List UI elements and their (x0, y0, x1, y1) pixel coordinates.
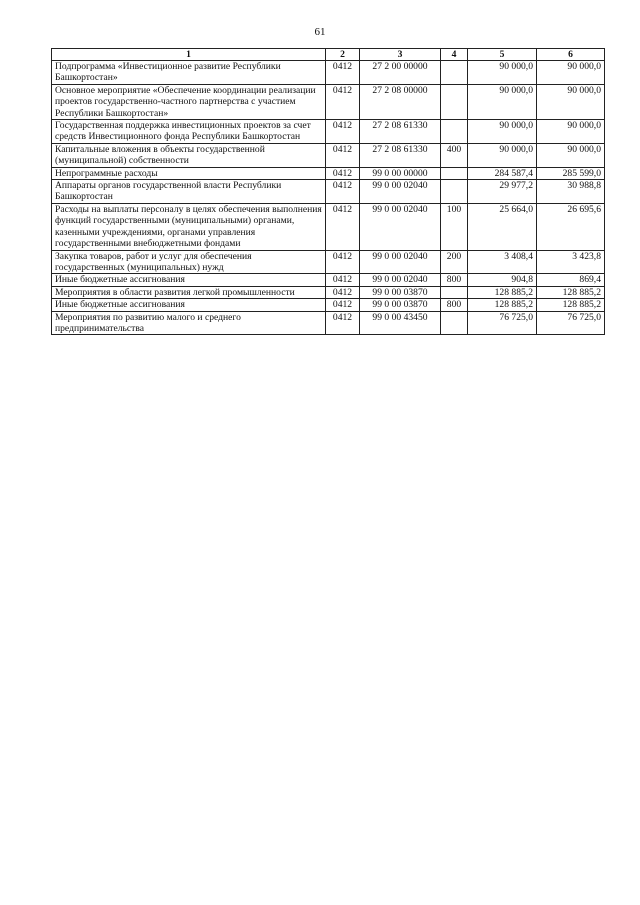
row-section: 0412 (326, 286, 360, 298)
row-code: 99 0 00 03870 (360, 299, 441, 311)
row-name: Иные бюджетные ассигнования (52, 299, 326, 311)
row-code: 27 2 08 61330 (360, 120, 441, 144)
row-name: Иные бюджетные ассигнования (52, 274, 326, 286)
row-code: 99 0 00 02040 (360, 180, 441, 204)
row-value-5: 284 587,4 (468, 167, 537, 179)
row-name: Мероприятия по развитию малого и среднего предпринимательства (52, 311, 326, 335)
row-type (441, 286, 468, 298)
row-name: Мероприятия в области развития легкой промышленности (52, 286, 326, 298)
row-value-5: 904,8 (468, 274, 537, 286)
table-row (52, 250, 605, 274)
row-value-6: 76 725,0 (537, 311, 605, 335)
row-section: 0412 (326, 311, 360, 335)
row-type: 800 (441, 299, 468, 311)
row-type (441, 120, 468, 144)
row-section: 0412 (326, 143, 360, 167)
table-row (52, 299, 605, 311)
row-value-5: 128 885,2 (468, 286, 537, 298)
row-code: 99 0 00 02040 (360, 274, 441, 286)
row-code: 27 2 00 00000 (360, 61, 441, 85)
row-section: 0412 (326, 120, 360, 144)
budget-table (51, 48, 605, 335)
row-section: 0412 (326, 167, 360, 179)
row-type (441, 167, 468, 179)
row-name: Основное мероприятие «Обеспечение координации реализации проектов государственно-частного партнерства с участием Республики Башкортостан» (52, 84, 326, 119)
row-section: 0412 (326, 84, 360, 119)
row-value-6: 90 000,0 (537, 120, 605, 144)
row-name: Государственная поддержка инвестиционных проектов за счет средств Инвестиционного фонда Республики Башкортостан (52, 120, 326, 144)
table-row (52, 61, 605, 85)
row-type: 400 (441, 143, 468, 167)
row-name: Закупка товаров, работ и услуг для обеспечения государственных (муниципальных) нужд (52, 250, 326, 274)
row-type (441, 61, 468, 85)
row-value-6: 128 885,2 (537, 299, 605, 311)
row-value-5: 90 000,0 (468, 120, 537, 144)
row-value-5: 90 000,0 (468, 84, 537, 119)
row-value-6: 26 695,6 (537, 203, 605, 250)
table-row (52, 143, 605, 167)
table-header-row (52, 49, 605, 61)
row-code: 99 0 00 00000 (360, 167, 441, 179)
row-type: 100 (441, 203, 468, 250)
row-code: 99 0 00 43450 (360, 311, 441, 335)
row-code: 99 0 00 02040 (360, 203, 441, 250)
header-cell: 4 (441, 49, 468, 61)
row-section: 0412 (326, 274, 360, 286)
table-row (52, 274, 605, 286)
header-cell: 3 (360, 49, 441, 61)
header-cell: 6 (537, 49, 605, 61)
row-value-5: 90 000,0 (468, 61, 537, 85)
row-name: Непрограммные расходы (52, 167, 326, 179)
row-code: 99 0 00 02040 (360, 250, 441, 274)
row-section: 0412 (326, 203, 360, 250)
row-value-6: 90 000,0 (537, 143, 605, 167)
row-section: 0412 (326, 180, 360, 204)
row-value-5: 25 664,0 (468, 203, 537, 250)
row-type (441, 311, 468, 335)
table-row (52, 180, 605, 204)
row-code: 27 2 08 00000 (360, 84, 441, 119)
row-name: Расходы на выплаты персоналу в целях обеспечения выполнения функций государственными (муниципальными) органами, казенными учреждениями, органами управления государственными внебюджетными фондами (52, 203, 326, 250)
row-value-5: 128 885,2 (468, 299, 537, 311)
row-value-6: 90 000,0 (537, 84, 605, 119)
table-row (52, 84, 605, 119)
row-value-5: 76 725,0 (468, 311, 537, 335)
row-name: Подпрограмма «Инвестиционное развитие Республики Башкортостан» (52, 61, 326, 85)
header-cell: 2 (326, 49, 360, 61)
row-value-6: 869,4 (537, 274, 605, 286)
row-section: 0412 (326, 250, 360, 274)
row-section: 0412 (326, 61, 360, 85)
table-row (52, 203, 605, 250)
row-type (441, 84, 468, 119)
row-type: 800 (441, 274, 468, 286)
row-value-6: 128 885,2 (537, 286, 605, 298)
row-type: 200 (441, 250, 468, 274)
row-value-6: 285 599,0 (537, 167, 605, 179)
row-value-6: 30 988,8 (537, 180, 605, 204)
row-name: Аппараты органов государственной власти Республики Башкортостан (52, 180, 326, 204)
table-row (52, 167, 605, 179)
row-section: 0412 (326, 299, 360, 311)
header-cell: 5 (468, 49, 537, 61)
row-value-5: 3 408,4 (468, 250, 537, 274)
row-value-5: 29 977,2 (468, 180, 537, 204)
page-number: 61 (314, 26, 326, 38)
row-code: 27 2 08 61330 (360, 143, 441, 167)
row-value-6: 3 423,8 (537, 250, 605, 274)
row-code: 99 0 00 03870 (360, 286, 441, 298)
row-name: Капитальные вложения в объекты государственной (муниципальной) собственности (52, 143, 326, 167)
row-type (441, 180, 468, 204)
table-row (52, 120, 605, 144)
table-row (52, 311, 605, 335)
header-cell: 1 (52, 49, 326, 61)
table-row (52, 286, 605, 298)
row-value-5: 90 000,0 (468, 143, 537, 167)
row-value-6: 90 000,0 (537, 61, 605, 85)
